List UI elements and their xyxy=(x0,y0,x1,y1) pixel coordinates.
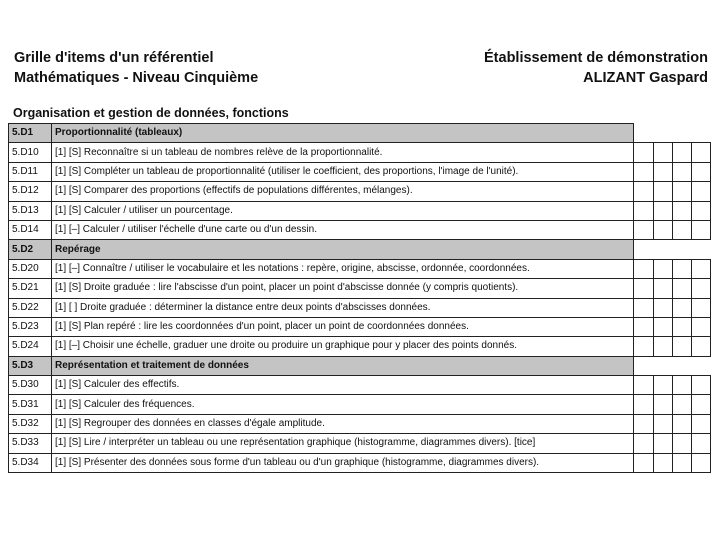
evaluation-checkbox[interactable] xyxy=(653,279,672,298)
evaluation-checkbox[interactable] xyxy=(653,162,672,181)
item-code: 5.D12 xyxy=(9,182,52,201)
evaluation-checkbox[interactable] xyxy=(634,434,654,453)
item-code: 5.D11 xyxy=(9,162,52,181)
evaluation-checkbox[interactable] xyxy=(634,395,654,414)
evaluation-checkbox[interactable] xyxy=(691,453,710,472)
item-description: [1] [S] Calculer des fréquences. xyxy=(52,395,634,414)
group-spacer-cell xyxy=(691,124,710,143)
items-grid xyxy=(8,123,711,473)
evaluation-checkbox[interactable] xyxy=(691,220,710,239)
evaluation-checkbox[interactable] xyxy=(672,182,691,201)
evaluation-checkbox[interactable] xyxy=(634,414,654,433)
item-description: [1] [S] Plan repéré : lire les coordonnées d'un point, placer un point de coordonnées données. xyxy=(52,317,634,336)
item-code: 5.D33 xyxy=(9,434,52,453)
evaluation-checkbox[interactable] xyxy=(691,182,710,201)
group-spacer-cell xyxy=(634,124,654,143)
evaluation-checkbox[interactable] xyxy=(653,337,672,356)
evaluation-checkbox[interactable] xyxy=(653,220,672,239)
group-code: 5.D3 xyxy=(9,356,52,375)
item-description: [1] [–] Connaître / utiliser le vocabulaire et les notations : repère, origine, abscisse, ordonnée, coordonnées. xyxy=(52,259,634,278)
item-row xyxy=(9,220,711,239)
grid-subtitle: Mathématiques - Niveau Cinquième xyxy=(14,70,259,86)
evaluation-checkbox[interactable] xyxy=(653,434,672,453)
evaluation-checkbox[interactable] xyxy=(653,317,672,336)
section-title: Organisation et gestion de données, fonctions xyxy=(13,106,289,120)
evaluation-checkbox[interactable] xyxy=(653,259,672,278)
item-description: [1] [S] Présenter des données sous forme d'un tableau ou d'un graphique (histogramme, diagrammes divers). xyxy=(52,453,634,472)
evaluation-checkbox[interactable] xyxy=(634,259,654,278)
evaluation-checkbox[interactable] xyxy=(691,298,710,317)
evaluation-checkbox[interactable] xyxy=(672,162,691,181)
item-description: [1] [S] Calculer / utiliser un pourcentage. xyxy=(52,201,634,220)
evaluation-checkbox[interactable] xyxy=(653,298,672,317)
evaluation-checkbox[interactable] xyxy=(672,143,691,162)
item-code: 5.D34 xyxy=(9,453,52,472)
evaluation-checkbox[interactable] xyxy=(672,376,691,395)
group-row xyxy=(9,124,711,143)
group-title: Proportionnalité (tableaux) xyxy=(52,124,634,143)
item-row xyxy=(9,434,711,453)
evaluation-checkbox[interactable] xyxy=(691,259,710,278)
group-spacer-cell xyxy=(691,356,710,375)
item-description: [1] [S] Compléter un tableau de proportionnalité (utiliser le coefficient, des proportions, l'image de l'unité). xyxy=(52,162,634,181)
evaluation-checkbox[interactable] xyxy=(634,201,654,220)
evaluation-checkbox[interactable] xyxy=(634,376,654,395)
item-description: [1] [S] Calculer des effectifs. xyxy=(52,376,634,395)
evaluation-checkbox[interactable] xyxy=(653,201,672,220)
evaluation-checkbox[interactable] xyxy=(691,414,710,433)
evaluation-checkbox[interactable] xyxy=(634,279,654,298)
item-code: 5.D24 xyxy=(9,337,52,356)
group-spacer-cell xyxy=(691,240,710,259)
item-description: [1] [S] Comparer des proportions (effectifs de populations différentes, mélanges). xyxy=(52,182,634,201)
item-code: 5.D13 xyxy=(9,201,52,220)
item-code: 5.D30 xyxy=(9,376,52,395)
group-spacer-cell xyxy=(634,356,654,375)
item-description: [1] [ ] Droite graduée : déterminer la distance entre deux points d'abscisses données. xyxy=(52,298,634,317)
evaluation-checkbox[interactable] xyxy=(691,395,710,414)
item-code: 5.D32 xyxy=(9,414,52,433)
group-title: Repérage xyxy=(52,240,634,259)
evaluation-checkbox[interactable] xyxy=(634,317,654,336)
student-name: ALIZANT Gaspard xyxy=(583,70,708,86)
item-description: [1] [S] Droite graduée : lire l'abscisse d'un point, placer un point d'abscisse donnée (y compris quotients). xyxy=(52,279,634,298)
evaluation-checkbox[interactable] xyxy=(672,201,691,220)
item-description: [1] [S] Reconnaître si un tableau de nombres relève de la proportionnalité. xyxy=(52,143,634,162)
evaluation-checkbox[interactable] xyxy=(691,376,710,395)
item-row xyxy=(9,259,711,278)
evaluation-checkbox[interactable] xyxy=(691,143,710,162)
evaluation-checkbox[interactable] xyxy=(672,220,691,239)
item-row xyxy=(9,143,711,162)
group-title: Représentation et traitement de données xyxy=(52,356,634,375)
item-description: [1] [–] Calculer / utiliser l'échelle d'une carte ou d'un dessin. xyxy=(52,220,634,239)
item-row xyxy=(9,182,711,201)
item-code: 5.D22 xyxy=(9,298,52,317)
evaluation-checkbox[interactable] xyxy=(634,182,654,201)
item-row xyxy=(9,162,711,181)
evaluation-checkbox[interactable] xyxy=(653,453,672,472)
item-row xyxy=(9,414,711,433)
evaluation-checkbox[interactable] xyxy=(653,414,672,433)
evaluation-checkbox[interactable] xyxy=(653,376,672,395)
evaluation-checkbox[interactable] xyxy=(634,220,654,239)
evaluation-checkbox[interactable] xyxy=(691,279,710,298)
evaluation-checkbox[interactable] xyxy=(672,337,691,356)
group-spacer-cell xyxy=(672,356,691,375)
evaluation-checkbox[interactable] xyxy=(634,162,654,181)
item-description: [1] [–] Choisir une échelle, graduer une droite ou produire un graphique pour y placer des points donnés. xyxy=(52,337,634,356)
item-description: [1] [S] Regrouper des données en classes d'égale amplitude. xyxy=(52,414,634,433)
evaluation-checkbox[interactable] xyxy=(691,317,710,336)
item-code: 5.D20 xyxy=(9,259,52,278)
group-spacer-cell xyxy=(653,356,672,375)
item-code: 5.D14 xyxy=(9,220,52,239)
evaluation-checkbox[interactable] xyxy=(691,434,710,453)
group-row xyxy=(9,240,711,259)
item-code: 5.D21 xyxy=(9,279,52,298)
group-spacer-cell xyxy=(653,124,672,143)
evaluation-checkbox[interactable] xyxy=(634,337,654,356)
item-row xyxy=(9,201,711,220)
grid-title: Grille d'items d'un référentiel xyxy=(14,50,214,66)
evaluation-checkbox[interactable] xyxy=(691,162,710,181)
item-code: 5.D23 xyxy=(9,317,52,336)
group-row xyxy=(9,356,711,375)
group-spacer-cell xyxy=(672,240,691,259)
evaluation-checkbox[interactable] xyxy=(672,259,691,278)
item-code: 5.D10 xyxy=(9,143,52,162)
evaluation-checkbox[interactable] xyxy=(691,201,710,220)
evaluation-checkbox[interactable] xyxy=(691,337,710,356)
item-row xyxy=(9,317,711,336)
item-row xyxy=(9,298,711,317)
evaluation-checkbox[interactable] xyxy=(672,395,691,414)
item-description: [1] [S] Lire / interpréter un tableau ou une représentation graphique (histogramme, diagrammes divers). [tice] xyxy=(52,434,634,453)
group-code: 5.D1 xyxy=(9,124,52,143)
item-code: 5.D31 xyxy=(9,395,52,414)
group-spacer-cell xyxy=(653,240,672,259)
school-name: Établissement de démonstration xyxy=(484,50,708,66)
evaluation-checkbox[interactable] xyxy=(653,395,672,414)
item-row xyxy=(9,279,711,298)
evaluation-checkbox[interactable] xyxy=(634,143,654,162)
evaluation-checkbox[interactable] xyxy=(672,453,691,472)
group-code: 5.D2 xyxy=(9,240,52,259)
evaluation-checkbox[interactable] xyxy=(672,434,691,453)
evaluation-checkbox[interactable] xyxy=(653,182,672,201)
item-row xyxy=(9,395,711,414)
evaluation-checkbox[interactable] xyxy=(653,143,672,162)
evaluation-checkbox[interactable] xyxy=(672,414,691,433)
evaluation-checkbox[interactable] xyxy=(634,298,654,317)
evaluation-checkbox[interactable] xyxy=(634,453,654,472)
group-spacer-cell xyxy=(634,240,654,259)
item-row xyxy=(9,453,711,472)
evaluation-checkbox[interactable] xyxy=(672,298,691,317)
evaluation-checkbox[interactable] xyxy=(672,279,691,298)
item-row xyxy=(9,337,711,356)
item-row xyxy=(9,376,711,395)
evaluation-checkbox[interactable] xyxy=(672,317,691,336)
group-spacer-cell xyxy=(672,124,691,143)
